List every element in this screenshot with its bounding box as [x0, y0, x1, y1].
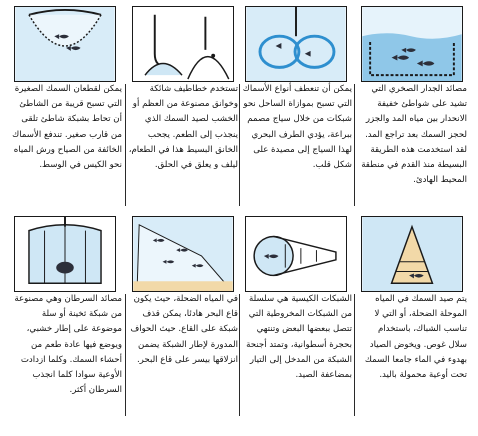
column-divider [239, 294, 240, 416]
crab-pot-illustration [14, 216, 116, 292]
basket-trap-caption: يتم صيد السمك في المياه الموحلة الضحلة، أو التي لا تناسب الشباك، باستخدام سلال غوص. ويخوض الصياد بهدوء في الماء جامعا السمك تحت أوعية محمولة باليد. [364, 294, 467, 381]
wicker-basket-trap-icon [362, 217, 462, 291]
basket-trap-illustration [361, 216, 463, 292]
crab-pot-cage-icon [15, 217, 115, 291]
trawl-net-illustration [132, 216, 234, 292]
sea-fence-caption: يمكن أن تنعطف أنواع الأسماك التي تسبح بموازاة الساحل نحو شبكات من خلال سياج مصمم ببراعة، يؤدي الطرف البحري لهذا السياج إلى مصيدة على شكل قلب. [242, 84, 352, 171]
trawl-net-caption: في المياه الضحلة، حيث يكون قاع البحر هادئا، يمكن قذف شبكة على القاع. حيث الحواف المدورة لإطار الشبكة يضمن انزلاقها بيسر على قاع البحر. [130, 294, 238, 365]
column-divider [125, 84, 126, 206]
hooks-illustration [132, 6, 234, 82]
scoop-lift-net-icon [15, 7, 115, 81]
spiral-fish-fence-icon [246, 7, 346, 81]
bag-net-illustration [245, 216, 347, 292]
bottom-trawl-net-icon [133, 217, 233, 291]
stone-fish-trap-icon [362, 7, 462, 81]
rock-wall-trap-illustration [361, 6, 463, 82]
column-divider [354, 294, 355, 416]
lift-net-caption: يمكن لقطعان السمك الصغيرة التي تسبح قريبة من الشاطئ أن تحاط بشبكة شاطئ تلقى من قارب صغير. تندفع الأسماك الخائفة من الصياح ورش المياه نحو الكيس في الوسط. [12, 84, 122, 171]
lift-net-illustration [14, 6, 116, 82]
rock-wall-trap-caption: مصائد الجدار الصخري التي تشيد على شواطئ خفيفة الانحدار بين مياه المد والجزر لحجز السمك بعد تراجع المد. لقد استخدمت هذه الطريقة البسيطة منذ القدم في منطقة المحيط الهادئ. [361, 84, 467, 186]
column-divider [239, 84, 240, 206]
bag-net-caption: الشبكات الكيسية هي سلسلة من الشبكات المخروطية التي تتصل ببعضها البعض وتنتهي بحجرة أسطوانية، وتمتد أجنحة الشبكة من المدخل إلى التيار بمضاعفة الصيد. [246, 294, 352, 381]
sea-fence-illustration [245, 6, 347, 82]
fish-hooks-icon [133, 7, 233, 81]
column-divider [125, 294, 126, 416]
hooks-caption: تستخدم خطاطيف شائكة وخوانق مصنوعة من العظم أو الخشب لصيد السمك الذي ينجذب إلى الطعم. يجحب الخانق البسيط هذا في الطعام، ليلف و يعلق في الحلق. [128, 84, 238, 171]
conical-bag-net-icon [246, 217, 346, 291]
crab-pot-caption: مصائد السرطان وهي مصنوعة من شبكة ثخينة أو سلة موضوعة على إطار خشبي، ويوضع فيها عادة طعم من أحشاء السمك. وكلما ازدادت الأوعية سوادا كلما انجذب السرطان أكثر. [14, 294, 122, 396]
column-divider [354, 84, 355, 206]
